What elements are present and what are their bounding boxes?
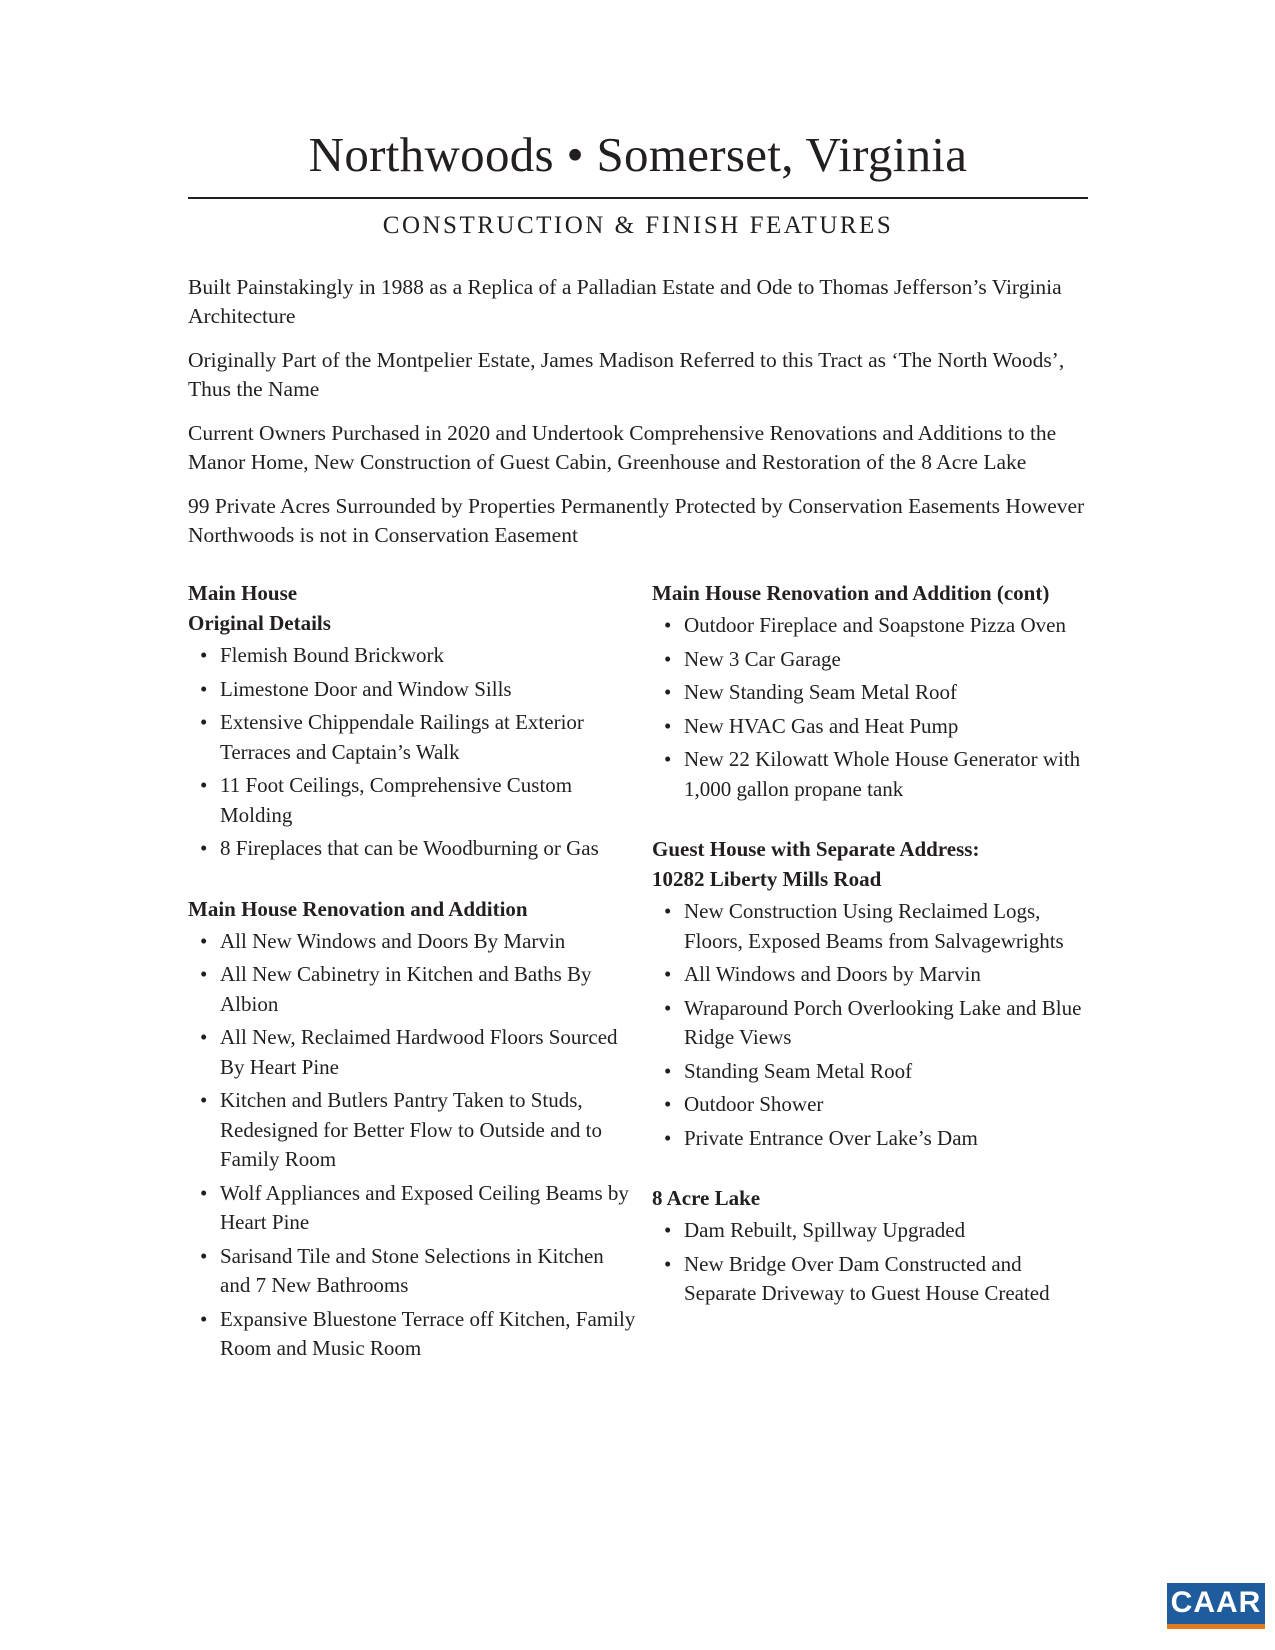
list-item <box>188 1242 638 1301</box>
lake-heading: 8 Acre Lake <box>652 1186 761 1210</box>
list-item-text: Outdoor Shower <box>684 1092 824 1116</box>
list-item-text: All New Windows and Doors By Marvin <box>220 928 566 953</box>
list-item <box>652 1250 1092 1309</box>
list-item-text: Limestone Door and Window Sills <box>220 676 512 701</box>
bullet-icon: • <box>200 1243 208 1268</box>
list-item <box>652 611 1092 641</box>
list-item-text: Outdoor Fireplace and Soapstone Pizza Oven <box>684 613 1066 637</box>
intro-section <box>188 273 1088 565</box>
list-item <box>188 1086 638 1175</box>
guest-house-list <box>652 897 1092 1153</box>
list-item-text: Expansive Bluestone Terrace off Kitchen, Family Room and Music Room <box>220 1306 636 1360</box>
bullet-icon: • <box>664 747 672 771</box>
bullet-icon: • <box>200 928 208 953</box>
bullet-icon: • <box>200 1180 208 1205</box>
right-column <box>652 578 1092 1313</box>
list-item-text: Kitchen and Butlers Pantry Taken to Studs, Redesigned for Better Flow to Outside and to Family Room <box>220 1088 603 1171</box>
list-item <box>188 675 638 705</box>
original-details-list <box>188 641 638 864</box>
list-item-text: Private Entrance Over Lake’s Dam <box>684 1125 978 1150</box>
list-item <box>652 1124 1092 1154</box>
renovation-list <box>188 927 638 1364</box>
bullet-icon: • <box>664 899 672 923</box>
bullet-icon: • <box>200 710 208 734</box>
list-item-text: Wolf Appliances and Exposed Ceiling Beams by Heart Pine <box>220 1180 629 1234</box>
list-item-text: Standing Seam Metal Roof <box>684 1058 913 1083</box>
list-item <box>652 712 1092 742</box>
list-item <box>652 1057 1092 1087</box>
list-item <box>188 834 638 864</box>
list-item <box>188 1305 638 1364</box>
list-item-text: Extensive Chippendale Railings at Exterior Terraces and Captain’s Walk <box>220 710 584 764</box>
list-item <box>188 927 638 957</box>
list-item <box>188 708 638 767</box>
page-subtitle: CONSTRUCTION & FINISH FEATURES <box>382 212 894 239</box>
bullet-icon: • <box>200 962 208 986</box>
bullet-icon: • <box>200 676 208 701</box>
list-item <box>652 960 1092 990</box>
list-item-text: Flemish Bound Brickwork <box>220 643 444 667</box>
bullet-icon: • <box>664 713 672 738</box>
list-item <box>188 960 638 1019</box>
bullet-icon: • <box>664 1058 672 1083</box>
bullet-icon: • <box>664 680 672 704</box>
bullet-icon: • <box>664 646 672 671</box>
guest-house-heading: Guest House with Separate Address: <box>652 837 980 861</box>
renovation-cont-heading: Main House Renovation and Addition (cont) <box>652 581 1050 605</box>
left-column <box>188 578 638 1368</box>
bullet-icon: • <box>200 643 208 667</box>
bullet-icon: • <box>664 1251 672 1276</box>
list-item-text: Dam Rebuilt, Spillway Upgraded <box>684 1218 966 1242</box>
list-item-text: All New Cabinetry in Kitchen and Baths By Albion <box>220 962 592 1016</box>
list-item-text: All New, Reclaimed Hardwood Floors Sourced By Heart Pine <box>220 1025 618 1079</box>
list-item-text: New Bridge Over Dam Constructed and Separate Driveway to Guest House Created <box>684 1251 1050 1305</box>
intro-paragraph: 99 Private Acres Surrounded by Properties Permanently Protected by Conservation Easements However Northwoods is not in Conservation Easement <box>188 494 1085 547</box>
list-item-text: Wraparound Porch Overlooking Lake and Blue Ridge Views <box>684 995 1082 1049</box>
page-title: Northwoods • Somerset, Virginia <box>308 127 968 182</box>
bullet-icon: • <box>200 773 208 797</box>
intro-paragraph: Originally Part of the Montpelier Estate, James Madison Referred to this Tract as ‘The North Woods’, Thus the Name <box>188 348 1065 401</box>
caar-logo: CAAR <box>1167 1583 1265 1629</box>
list-item-text: New Construction Using Reclaimed Logs, Floors, Exposed Beams from Salvagewrights <box>684 899 1064 953</box>
list-item <box>188 771 638 830</box>
main-house-heading: Main House <box>188 581 298 605</box>
bullet-icon: • <box>664 995 672 1020</box>
list-item-text: Sarisand Tile and Stone Selections in Kitchen and 7 New Bathrooms <box>220 1243 604 1297</box>
bullet-icon: • <box>664 962 672 986</box>
list-item-text: New HVAC Gas and Heat Pump <box>684 713 959 738</box>
list-item <box>652 678 1092 708</box>
list-item-text: 8 Fireplaces that can be Woodburning or Gas <box>220 836 599 860</box>
list-item <box>188 1179 638 1238</box>
list-item <box>188 641 638 671</box>
title-divider <box>188 197 1088 199</box>
list-item <box>188 1023 638 1082</box>
bullet-icon: • <box>200 1088 208 1112</box>
renovation-cont-list <box>652 611 1092 804</box>
list-item <box>652 1216 1092 1246</box>
bullet-icon: • <box>200 1025 208 1049</box>
bullet-icon: • <box>664 1092 672 1116</box>
list-item <box>652 1090 1092 1120</box>
renovation-heading: Main House Renovation and Addition <box>188 896 528 921</box>
intro-paragraph: Built Painstakingly in 1988 as a Replica of a Palladian Estate and Ode to Thomas Jefferson’s Virginia Architecture <box>188 275 1062 328</box>
list-item <box>652 645 1092 675</box>
list-item-text: New 22 Kilowatt Whole House Generator with 1,000 gallon propane tank <box>684 747 1081 801</box>
bullet-icon: • <box>664 1218 672 1242</box>
bullet-icon: • <box>664 613 672 637</box>
list-item-text: New Standing Seam Metal Roof <box>684 680 957 704</box>
list-item <box>652 745 1092 804</box>
list-item <box>652 994 1092 1053</box>
list-item-text: 11 Foot Ceilings, Comprehensive Custom Molding <box>220 773 573 827</box>
bullet-icon: • <box>664 1125 672 1150</box>
bullet-icon: • <box>200 1306 208 1331</box>
list-item-text: All Windows and Doors by Marvin <box>684 962 981 986</box>
list-item-text: New 3 Car Garage <box>684 646 841 671</box>
bullet-icon: • <box>200 836 208 860</box>
list-item <box>652 897 1092 956</box>
guest-house-address: 10282 Liberty Mills Road <box>652 867 882 891</box>
intro-paragraph: Current Owners Purchased in 2020 and Undertook Comprehensive Renovations and Additions to the Manor Home, New Construction of Guest Cabin, Greenhouse and Restoration of the 8 Acre Lake <box>188 421 1057 474</box>
original-details-heading: Original Details <box>188 611 331 635</box>
lake-list <box>652 1216 1092 1309</box>
